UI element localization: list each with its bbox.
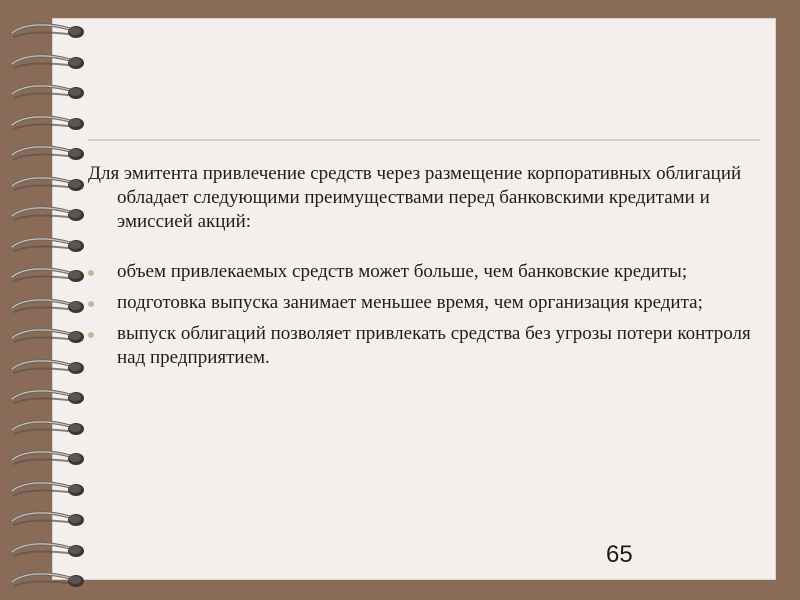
spiral-ring-icon	[8, 173, 88, 195]
spiral-ring-icon	[8, 386, 88, 408]
list-item-text: объем привлекаемых средств может больше, чем банковские кредиты;	[117, 261, 688, 282]
spiral-ring-icon	[8, 417, 88, 439]
spiral-ring-icon	[8, 234, 88, 256]
spiral-ring-icon	[8, 508, 88, 530]
spiral-ring-icon	[8, 264, 88, 286]
spiral-ring-icon	[8, 295, 88, 317]
list-item-text: выпуск облигаций позволяет привлекать средства без угрозы потери контроля над предприятием.	[117, 323, 751, 368]
spiral-ring-icon	[8, 478, 88, 500]
bullet-icon	[88, 301, 94, 307]
spiral-ring-icon	[8, 81, 88, 103]
list-item-text: подготовка выпуска занимает меньшее время, чем организация кредита;	[117, 292, 703, 313]
list-item	[88, 322, 778, 370]
spiral-ring-icon	[8, 325, 88, 347]
header-divider	[88, 139, 760, 141]
spiral-ring-icon	[8, 569, 88, 591]
bullet-icon	[88, 332, 94, 338]
bullet-icon	[88, 270, 94, 276]
intro-paragraph: Для эмитента привлечение средств через размещение корпоративных облигаций обладает следующими преимуществами перед банковскими кредитами и эмиссией акций:	[88, 163, 742, 232]
page-number: 65	[606, 541, 633, 568]
spiral-ring-icon	[8, 447, 88, 469]
list-item	[88, 291, 778, 315]
list-item	[88, 260, 778, 284]
advantages-list	[88, 260, 778, 370]
spiral-ring-icon	[8, 203, 88, 225]
spiral-ring-icon	[8, 142, 88, 164]
slide-body	[88, 162, 778, 377]
spiral-ring-icon	[8, 112, 88, 134]
spiral-ring-icon	[8, 51, 88, 73]
spiral-ring-icon	[8, 356, 88, 378]
spiral-ring-icon	[8, 20, 88, 42]
spiral-ring-icon	[8, 539, 88, 561]
